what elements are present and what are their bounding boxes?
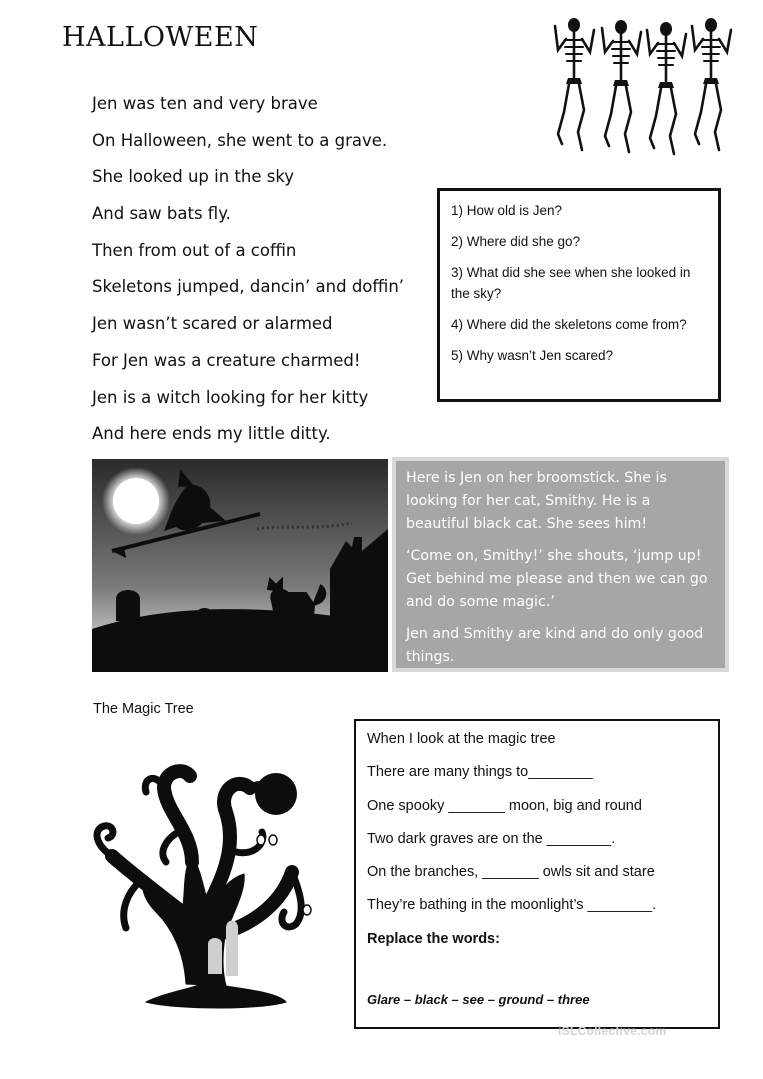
magic-tree-exercise-box <box>354 719 720 1029</box>
story-paragraph: ‘Come on, Smithy!’ she shouts, ‘jump up! Get behind me please and then we can go and do some magic.’ <box>406 548 708 610</box>
story-paragraph: Here is Jen on her broomstick. She is looking for her cat, Smithy. He is a beautiful black cat. She sees him! <box>406 470 667 532</box>
exercise-line: Two dark graves are on the ________. <box>367 830 616 847</box>
site-watermark: iSLCollective.com <box>558 1024 667 1038</box>
question-item: 2) Where did she go? <box>451 234 581 249</box>
answer-word-bank: Glare – black – see – ground – three <box>367 992 590 1007</box>
poem-line: For Jen was a creature charmed! <box>92 350 361 370</box>
poem-line: Jen was ten and very brave <box>92 94 318 113</box>
poem-line: Jen is a witch looking for her kitty <box>92 387 369 407</box>
poem <box>92 90 437 457</box>
poem-line: Jen wasn’t scared or alarmed <box>92 314 333 334</box>
poem-line: On Halloween, she went to a grave. <box>92 130 388 150</box>
poem-line: And saw bats fly. <box>92 204 231 224</box>
magic-tree-label: The Magic Tree <box>93 701 194 717</box>
question-item: 3) What did she see when she looked in the sky? <box>451 265 691 301</box>
question-item: 1) How old is Jen? <box>451 203 563 218</box>
question-item: 5) Why wasn’t Jen scared? <box>451 348 614 363</box>
story-box <box>392 457 729 672</box>
magic-tree-image <box>86 752 314 1012</box>
witch-scene-image <box>92 459 388 672</box>
exercise-line: They’re bathing in the moonlight’s ________. <box>367 897 657 914</box>
questions-box <box>437 188 721 402</box>
exercise-line: On the branches, _______ owls sit and stare <box>367 864 655 881</box>
worksheet-title: HALLOWEEN <box>62 22 259 53</box>
poem-line: She looked up in the sky <box>92 167 295 187</box>
question-item: 4) Where did the skeletons come from? <box>451 317 687 332</box>
exercise-line: There are many things to________ <box>367 764 593 781</box>
story-paragraph: Jen and Smithy are kind and do only good things. <box>406 626 704 665</box>
exercise-line: When I look at the magic tree <box>367 731 556 747</box>
poem-line: Then from out of a coffin <box>92 240 297 260</box>
exercise-line: One spooky _______ moon, big and round <box>367 797 642 814</box>
dancing-skeletons-image <box>552 12 742 164</box>
poem-line: And here ends my little ditty. <box>92 424 331 444</box>
replace-words-heading: Replace the words: <box>367 930 500 947</box>
poem-line: Skeletons jumped, dancin’ and doffin’ <box>92 277 405 297</box>
